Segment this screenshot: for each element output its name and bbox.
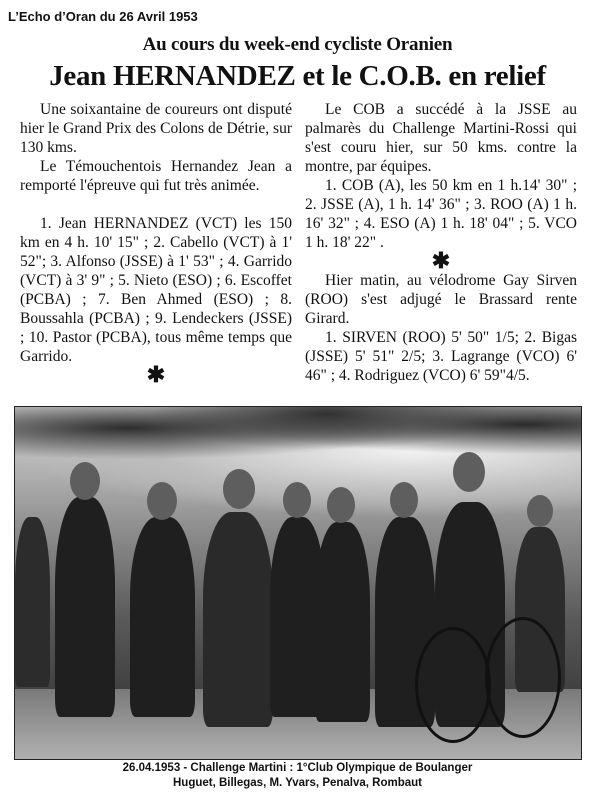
bicycle-wheel-icon <box>485 617 561 738</box>
right-results-teams: 1. COB (A), les 50 km en 1 h.14' 30" ; 2. JSSE (A), 1 h. 14' 36" ; 3. ROO (A) 1 h. 16' 32" ; 4. ESO (A) 1 h. 18' 04" ; 5. VCO 1 h. 18' 22" . <box>305 177 577 251</box>
team-photo <box>14 406 582 760</box>
official-figure <box>203 512 273 727</box>
photo-caption <box>0 761 595 791</box>
right-separator-icon: ✱ <box>431 248 451 273</box>
article-headline: Jean HERNANDEZ et le C.O.B. en relief <box>49 60 546 92</box>
left-paragraph-2: Le Témouchentois Hernandez Jean a remporté l'épreuve qui fut très animée. <box>20 158 292 194</box>
caption-line-1: 26.04.1953 - Challenge Martini : 1°Club Olympique de Boulanger <box>122 762 473 774</box>
bicycle-wheel-icon <box>415 627 491 743</box>
right-paragraph-velodrome: Hier matin, au vélodrome Gay Sirven (ROO) s'est adjugé le Brassard rente Girard. <box>305 272 577 327</box>
right-column <box>305 100 577 385</box>
left-results: 1. Jean HERNANDEZ (VCT) les 150 km en 4 h. 10' 15" ; 2. Cabello (VCT) à 1' 52"; 3. Alfonso (JSSE) à 1' 53" ; 4. Garrido (VCT) à 3' 9" ; 5. Nieto (ESO) ; 6. Escoffet (PCBA) ; 7. Ben Ahmed (ESO) ; 8. Boussahla (PCBA) ; 9. Lendeckers (JSSE) ; 10. Pastor (PCBA), tous même temps que Garrido. <box>20 215 292 365</box>
spectator-figure <box>15 517 50 687</box>
caption-line-2: Huguet, Billegas, M. Yvars, Penalva, Rombaut <box>172 777 423 789</box>
left-separator-icon: ✱ <box>146 362 166 387</box>
cyclist-figure <box>130 517 195 717</box>
cyclist-figure <box>315 522 370 722</box>
article-kicker: Au cours du week-end cycliste Oranien <box>142 34 453 55</box>
newspaper-source: L’Echo d’Oran du 26 Avril 1953 <box>8 9 198 24</box>
right-results-velodrome: 1. SIRVEN (ROO) 5' 50" 1/5; 2. Bigas (JSSE) 5' 51" 2/5; 3. Lagrange (VCO) 6' 46" ; 4. Rodriguez (VCO) 6' 59"4/5. <box>305 329 577 384</box>
left-paragraph-1: Une soixantaine de coureurs ont disputé hier le Grand Prix des Colons de Détrie, sur 130 kms. <box>20 101 292 156</box>
left-column <box>20 100 292 385</box>
cyclist-figure <box>55 497 115 717</box>
right-paragraph-1: Le COB a succédé à la JSSE au palmarès du Challenge Martini-Rossi qui s'est couru hier, sur 50 kms. contre la montre, par équipes. <box>305 101 577 175</box>
